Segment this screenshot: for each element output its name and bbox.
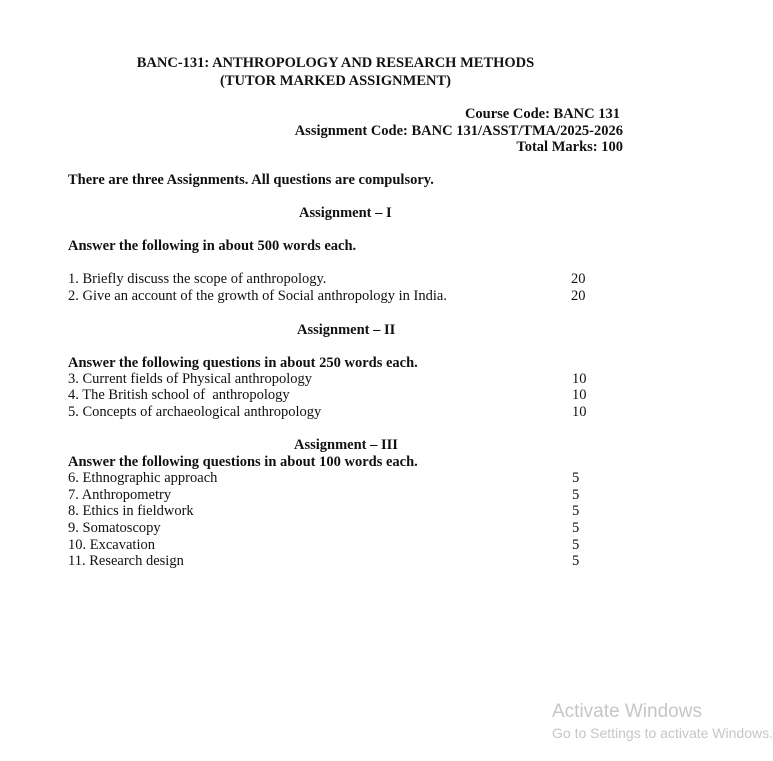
assignment-2-instruction: Answer the following questions in about 250 words each. bbox=[68, 355, 418, 371]
question-9-marks: 5 bbox=[572, 520, 580, 536]
assignment-2-heading: Assignment – II bbox=[297, 322, 396, 338]
question-5-marks: 10 bbox=[572, 404, 587, 420]
question-3: 3. Current fields of Physical anthropology bbox=[68, 371, 313, 387]
question-2-marks: 20 bbox=[571, 288, 586, 304]
question-8: 8. Ethics in fieldwork bbox=[68, 503, 194, 519]
question-1-marks: 20 bbox=[571, 271, 586, 287]
question-7-marks: 5 bbox=[572, 487, 580, 503]
question-10: 10. Excavation bbox=[68, 537, 155, 553]
question-5: 5. Concepts of archaeological anthropology bbox=[68, 404, 322, 420]
question-9: 9. Somatoscopy bbox=[68, 520, 161, 536]
activation-watermark-title: Activate Windows bbox=[552, 701, 702, 722]
question-11-marks: 5 bbox=[572, 553, 580, 569]
question-3-marks: 10 bbox=[572, 371, 587, 387]
question-6-marks: 5 bbox=[572, 470, 580, 486]
total-marks: Total Marks: 100 bbox=[516, 139, 623, 155]
assignment-3-instruction: Answer the following questions in about 100 words each. bbox=[68, 454, 418, 470]
intro-text: There are three Assignments. All questions are compulsory. bbox=[68, 172, 434, 188]
question-11: 11. Research design bbox=[68, 553, 184, 569]
question-4-marks: 10 bbox=[572, 387, 587, 403]
question-4: 4. The British school of anthropology bbox=[68, 387, 290, 403]
activation-watermark-subtitle: Go to Settings to activate Windows. bbox=[552, 725, 773, 741]
document-subtitle: (TUTOR MARKED ASSIGNMENT) bbox=[220, 73, 451, 89]
question-10-marks: 5 bbox=[572, 537, 580, 553]
question-6: 6. Ethnographic approach bbox=[68, 470, 218, 486]
assignment-1-instruction: Answer the following in about 500 words each. bbox=[68, 238, 357, 254]
course-code: Course Code: BANC 131 bbox=[464, 106, 620, 122]
document-title: BANC-131: ANTHROPOLOGY AND RESEARCH METHODS bbox=[136, 55, 535, 71]
assignment-1-heading: Assignment – I bbox=[299, 205, 392, 221]
question-1: 1. Briefly discuss the scope of anthropology. bbox=[68, 271, 327, 287]
assignment-3-heading: Assignment – III bbox=[294, 437, 398, 453]
question-7: 7. Anthropometry bbox=[68, 487, 172, 503]
question-8-marks: 5 bbox=[572, 503, 580, 519]
question-2: 2. Give an account of the growth of Social anthropology in India. bbox=[68, 288, 447, 304]
assignment-code: Assignment Code: BANC 131/ASST/TMA/2025-2026 bbox=[294, 123, 623, 139]
